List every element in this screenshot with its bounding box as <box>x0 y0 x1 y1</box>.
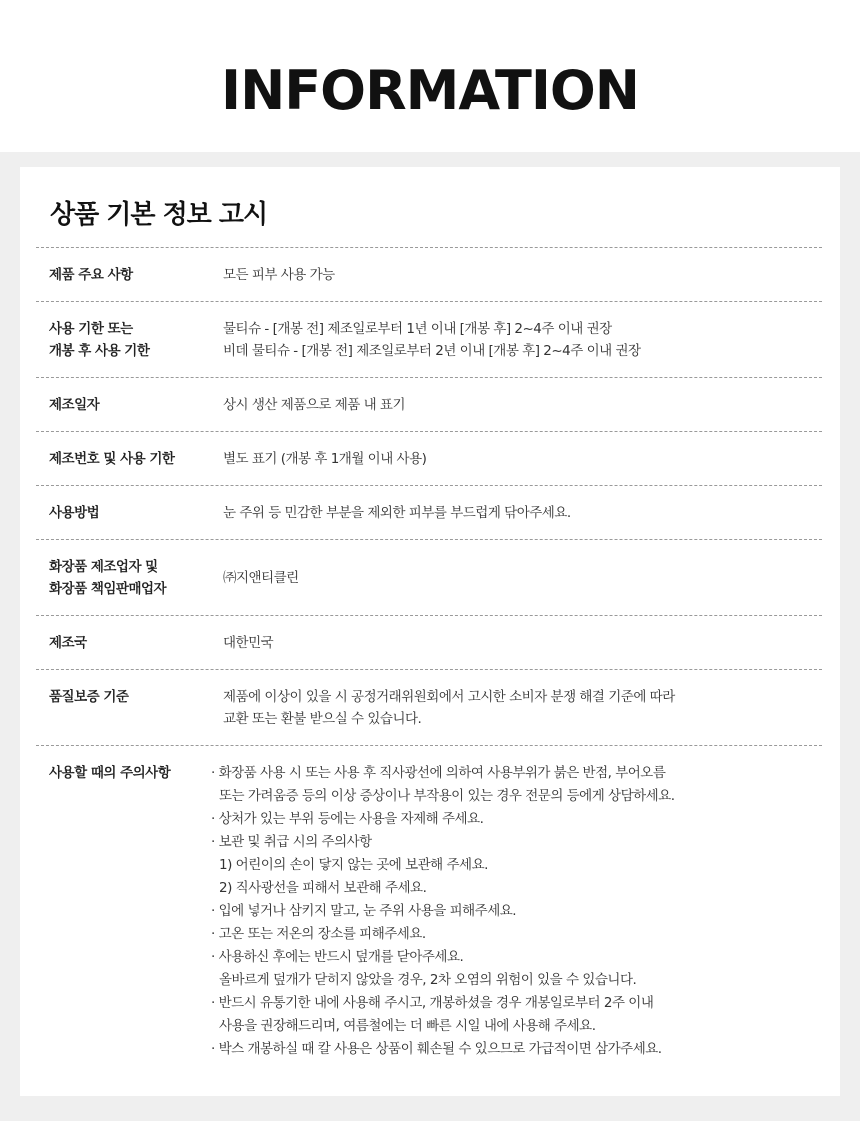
list-item: · 반드시 유통기한 내에 사용해 주시고, 개봉하셨을 경우 개봉일로부터 2주 이내 <box>211 995 654 1011</box>
table-row <box>36 247 822 301</box>
row-value: 상시 생산 제품으로 제품 내 표기 <box>223 397 405 413</box>
row-label: 품질보증 기준 <box>49 689 129 705</box>
row-label: 제품 주요 사항 <box>49 267 133 283</box>
list-item: 1) 어린이의 손이 닿지 않는 곳에 보관해 주세요. <box>219 857 488 873</box>
row-label: 화장품 제조업자 및 화장품 책임판매업자 <box>49 559 167 597</box>
list-item: 사용을 권장해드리며, 여름철에는 더 빠른 시일 내에 사용해 주세요. <box>219 1018 596 1034</box>
row-value: 모든 피부 사용 가능 <box>223 267 335 283</box>
row-value: 물티슈 - [개봉 전] 제조일로부터 1년 이내 [개봉 후] 2~4주 이내 권장 비데 물티슈 - [개봉 전] 제조일로부터 2년 이내 [개봉 후] 2~4주 이내 권장 <box>223 321 641 359</box>
row-label: 사용 기한 또는 개봉 후 사용 기한 <box>49 321 150 359</box>
notice-card <box>20 167 840 1096</box>
row-label: 제조번호 및 사용 기한 <box>49 451 175 467</box>
row-label: 제조일자 <box>49 397 100 413</box>
list-item: · 사용하신 후에는 반드시 덮개를 닫아주세요. <box>211 949 464 965</box>
list-item: · 보관 및 취급 시의 주의사항 <box>211 834 372 850</box>
list-item: · 고온 또는 저온의 장소를 피해주세요. <box>211 926 426 942</box>
table-row <box>36 615 822 669</box>
notice-table <box>36 247 822 1061</box>
caution-list <box>211 762 822 1061</box>
row-value: 제품에 이상이 있을 시 공정거래위원회에서 고시한 소비자 분쟁 해결 기준에 따라 교환 또는 환불 받으실 수 있습니다. <box>223 689 675 727</box>
table-row <box>36 745 822 1061</box>
table-row <box>36 301 822 377</box>
list-item: · 입에 넣거나 삼키지 말고, 눈 주위 사용을 피해주세요. <box>211 903 517 919</box>
row-label: 사용할 때의 주의사항 <box>49 765 171 781</box>
list-item: · 박스 개봉하실 때 칼 사용은 상품이 훼손될 수 있으므로 가급적이면 삼가주세요. <box>211 1041 662 1057</box>
row-value: ㈜지앤티클린 <box>223 570 299 586</box>
page-title: INFORMATION <box>220 59 640 122</box>
list-item: · 상처가 있는 부위 등에는 사용을 자제해 주세요. <box>211 811 484 827</box>
list-item: 또는 가려움증 등의 이상 증상이나 부작용이 있는 경우 전문의 등에게 상담하세요. <box>219 788 675 804</box>
table-row <box>36 539 822 615</box>
list-item: 올바르게 덮개가 닫히지 않았을 경우, 2차 오염의 위험이 있을 수 있습니다. <box>219 972 637 988</box>
row-label: 사용방법 <box>49 505 100 521</box>
table-row <box>36 669 822 745</box>
row-value: 눈 주위 등 민감한 부분을 제외한 피부를 부드럽게 닦아주세요. <box>223 505 571 521</box>
row-value: 대한민국 <box>223 635 274 651</box>
table-row <box>36 377 822 431</box>
list-item: 2) 직사광선을 피해서 보관해 주세요. <box>219 880 427 896</box>
header-section <box>0 0 860 152</box>
table-row <box>36 485 822 539</box>
row-label: 제조국 <box>49 635 87 651</box>
table-row <box>36 431 822 485</box>
list-item: · 화장품 사용 시 또는 사용 후 직사광선에 의하여 사용부위가 붉은 반점, 부어오름 <box>211 765 666 781</box>
notice-title: 상품 기본 정보 고시 <box>50 200 268 230</box>
row-value: 별도 표기 (개봉 후 1개월 이내 사용) <box>223 451 427 467</box>
